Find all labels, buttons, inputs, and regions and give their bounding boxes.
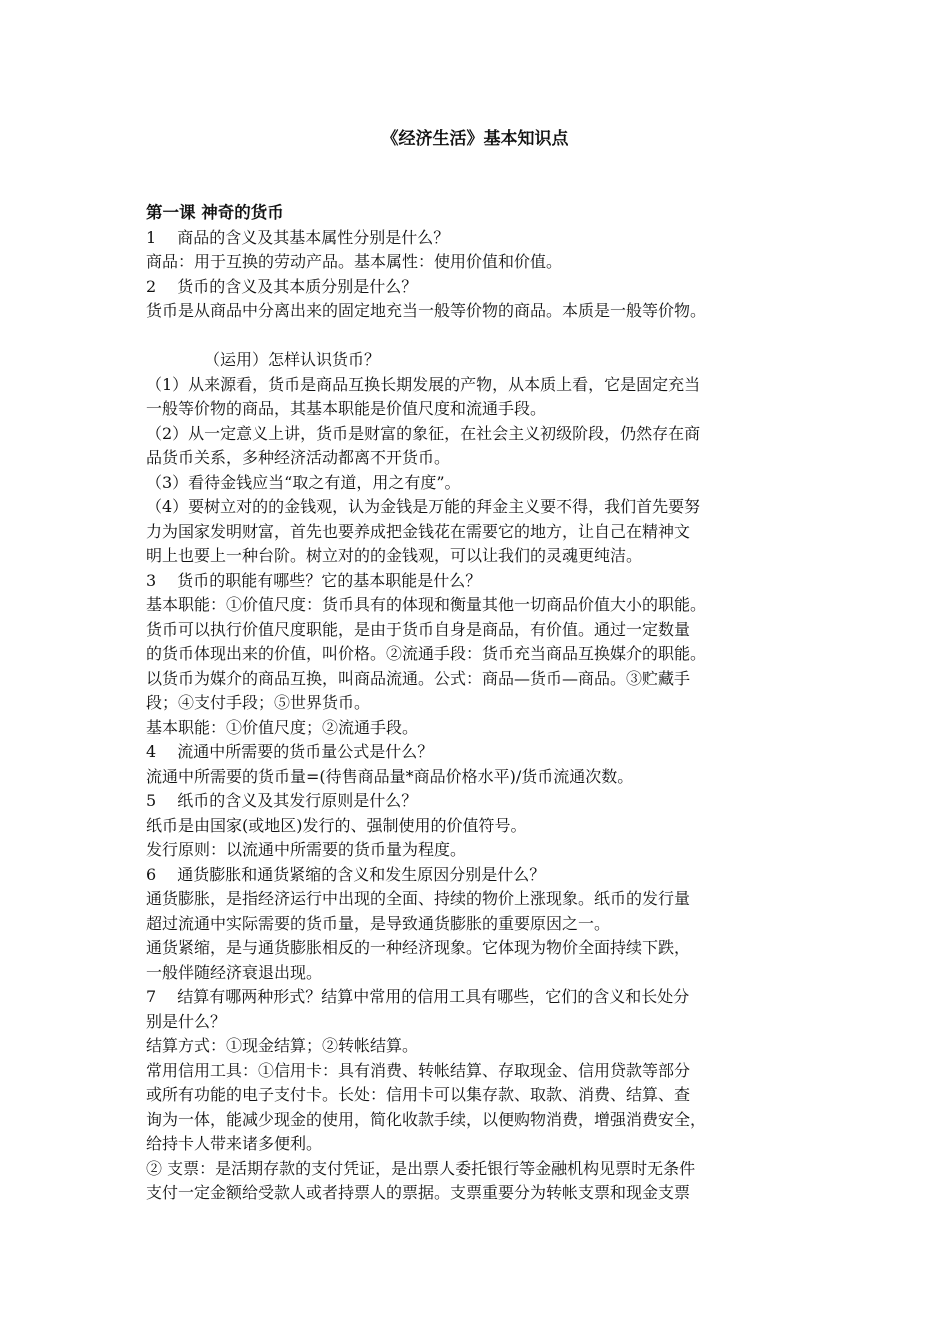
- text-line: 明上也要上一种台阶。树立对的的金钱观，可以让我们的灵魂更纯洁。: [146, 546, 643, 565]
- text-line: 7 结算有哪两种形式？结算中常用的信用工具有哪些，它们的含义和长处分: [146, 987, 690, 1006]
- text-line: 以货币为媒介的商品互换，叫商品流通。公式：商品—货币—商品。③贮藏手: [146, 668, 691, 688]
- text-line: （2）从一定意义上讲，货币是财富的象征，在社会主义初级阶段，仍然存在商: [146, 423, 701, 443]
- text-line: 的货币体现出来的价值，叫价格。②流通手段：货币充当商品互换媒介的职能。: [146, 644, 707, 663]
- text-line: 一般等价物的商品，其基本职能是价值尺度和流通手段。: [146, 399, 547, 418]
- text-line: 品货币关系，多种经济活动都离不开货币。: [146, 448, 451, 467]
- text-line: 3 货币的职能有哪些？它的基本职能是什么？: [146, 570, 482, 590]
- text-line: 2 货币的含义及其本质分别是什么？: [146, 276, 418, 296]
- subsection-heading: （运用）怎样认识货币？: [204, 350, 381, 369]
- text-line: 4 流通中所需要的货币量公式是什么？: [146, 742, 434, 761]
- text-line: （1）从来源看，货币是商品互换长期发展的产物，从本质上看，它是固定充当: [146, 374, 701, 394]
- blank-line: [146, 324, 822, 349]
- text-line: 超过流通中实际需要的货币量，是导致通货膨胀的重要原因之一。: [146, 913, 611, 933]
- text-line: 支付一定金额给受款人或者持票人的票据。支票重要分为转帐支票和现金支票: [146, 1183, 691, 1202]
- text-line: 结算方式：①现金结算；②转帐结算。: [146, 1036, 419, 1055]
- text-line: （4）要树立对的的金钱观，认为金钱是万能的拜金主义要不得，我们首先要努: [146, 497, 701, 516]
- document-title: 《经济生活》基本知识点: [381, 129, 569, 149]
- text-line: （3）看待金钱应当“取之有道，用之有度”。: [146, 472, 461, 492]
- text-line: 一般伴随经济衰退出现。: [146, 962, 323, 982]
- text-line: 或所有功能的电子支付卡。长处：信用卡可以集存款、取款、消费、结算、查: [146, 1085, 691, 1104]
- text-line: 常用信用工具：①信用卡：具有消费、转帐结算、存取现金、信用贷款等部分: [146, 1060, 691, 1080]
- text-line: ② 支票：是活期存款的支付凭证，是出票人委托银行等金融机构见票时无条件: [146, 1158, 696, 1178]
- document-body: [146, 201, 822, 1206]
- text-line: 询为一体，能减少现金的使用，简化收款手续，以便购物消费，增强消费安全，: [146, 1109, 707, 1129]
- text-line: 流通中所需要的货币量=(待售商品量*商品价格水平)/货币流通次数。: [146, 766, 634, 786]
- text-line: 别是什么？: [146, 1011, 227, 1031]
- text-line: 基本职能：①价值尺度：货币具有的体现和衡量其他一切商品价值大小的职能。: [146, 595, 707, 614]
- text-line: 发行原则：以流通中所需要的货币量为程度。: [146, 840, 467, 859]
- text-line: 通货紧缩，是与通货膨胀相反的一种经济现象。它体现为物价全面持续下跌，: [146, 938, 691, 957]
- text-line: 段；④支付手段；⑤世界货币。: [146, 693, 371, 712]
- text-line: 1 商品的含义及其基本属性分别是什么？: [146, 227, 450, 247]
- section-heading: 第一课 神奇的货币: [146, 203, 284, 222]
- text-line: 基本职能：①价值尺度；②流通手段。: [146, 717, 419, 737]
- text-line: 5 纸币的含义及其发行原则是什么？: [146, 791, 418, 810]
- text-line: 货币是从商品中分离出来的固定地充当一般等价物的商品。本质是一般等价物。: [146, 301, 707, 320]
- text-line: 货币可以执行价值尺度职能，是由于货币自身是商品，有价值。通过一定数量: [146, 619, 691, 639]
- text-line: 6 通货膨胀和通货紧缩的含义和发生原因分别是什么？: [146, 864, 546, 884]
- text-line: 商品：用于互换的劳动产品。基本属性：使用价值和价值。: [146, 252, 563, 271]
- text-line: 给持卡人带来诸多便利。: [146, 1134, 323, 1153]
- text-line: 力为国家发明财富，首先也要养成把金钱花在需要它的地方，让自己在精神文: [146, 521, 691, 541]
- text-line: 通货膨胀，是指经济运行中出现的全面、持续的物价上涨现象。纸币的发行量: [146, 889, 691, 908]
- text-line: 纸币是由国家(或地区)发行的、强制使用的价值符号。: [146, 815, 527, 835]
